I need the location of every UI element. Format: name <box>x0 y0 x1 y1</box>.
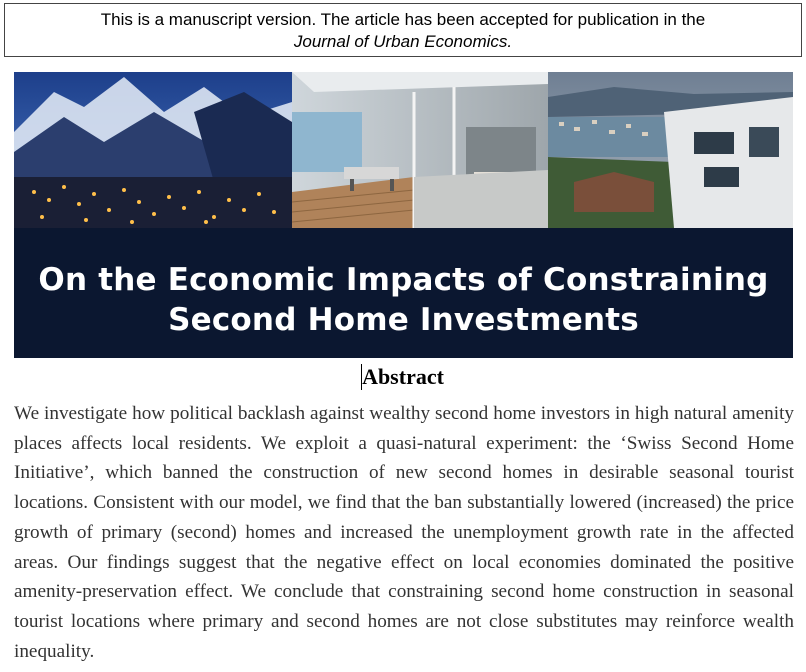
paper-title-line-1: On the Economic Impacts of Constraining <box>38 262 769 298</box>
alpine-village-night-photo <box>14 72 292 228</box>
notice-line-1: This is a manuscript version. The article has been accepted for publication in the <box>100 10 706 29</box>
abstract-heading: Abstract <box>362 364 444 389</box>
manuscript-notice <box>4 3 802 57</box>
paper-title-line-2: Second Home Investments <box>168 302 639 338</box>
title-banner <box>14 72 793 358</box>
journal-name: Journal of Urban Economics. <box>293 32 513 51</box>
lakeside-villa-photo <box>548 72 793 228</box>
luxury-terrace-interior-photo <box>292 72 548 228</box>
paper-title <box>14 260 793 340</box>
abstract-text: We investigate how political backlash against wealthy second home investors in high natural amenity places affects local residents. We exploit a quasi-natural experiment: the ‘Swiss Second Home Initiative’, which banned the construction of new second homes in desirable seasonal tourist locations. Consistent with our model, we find that the ban substantially lowered (increased) the price growth of primary (second) homes and increased the unemployment growth rate in the affected areas. Our findings suggest that the negative effect on local economies dominated the positive amenity-preservation effect. We conclude that constraining second home construction in seasonal tourist locations where primary and second homes are not close substitutes may reinforce wealth inequality. <box>14 403 794 662</box>
